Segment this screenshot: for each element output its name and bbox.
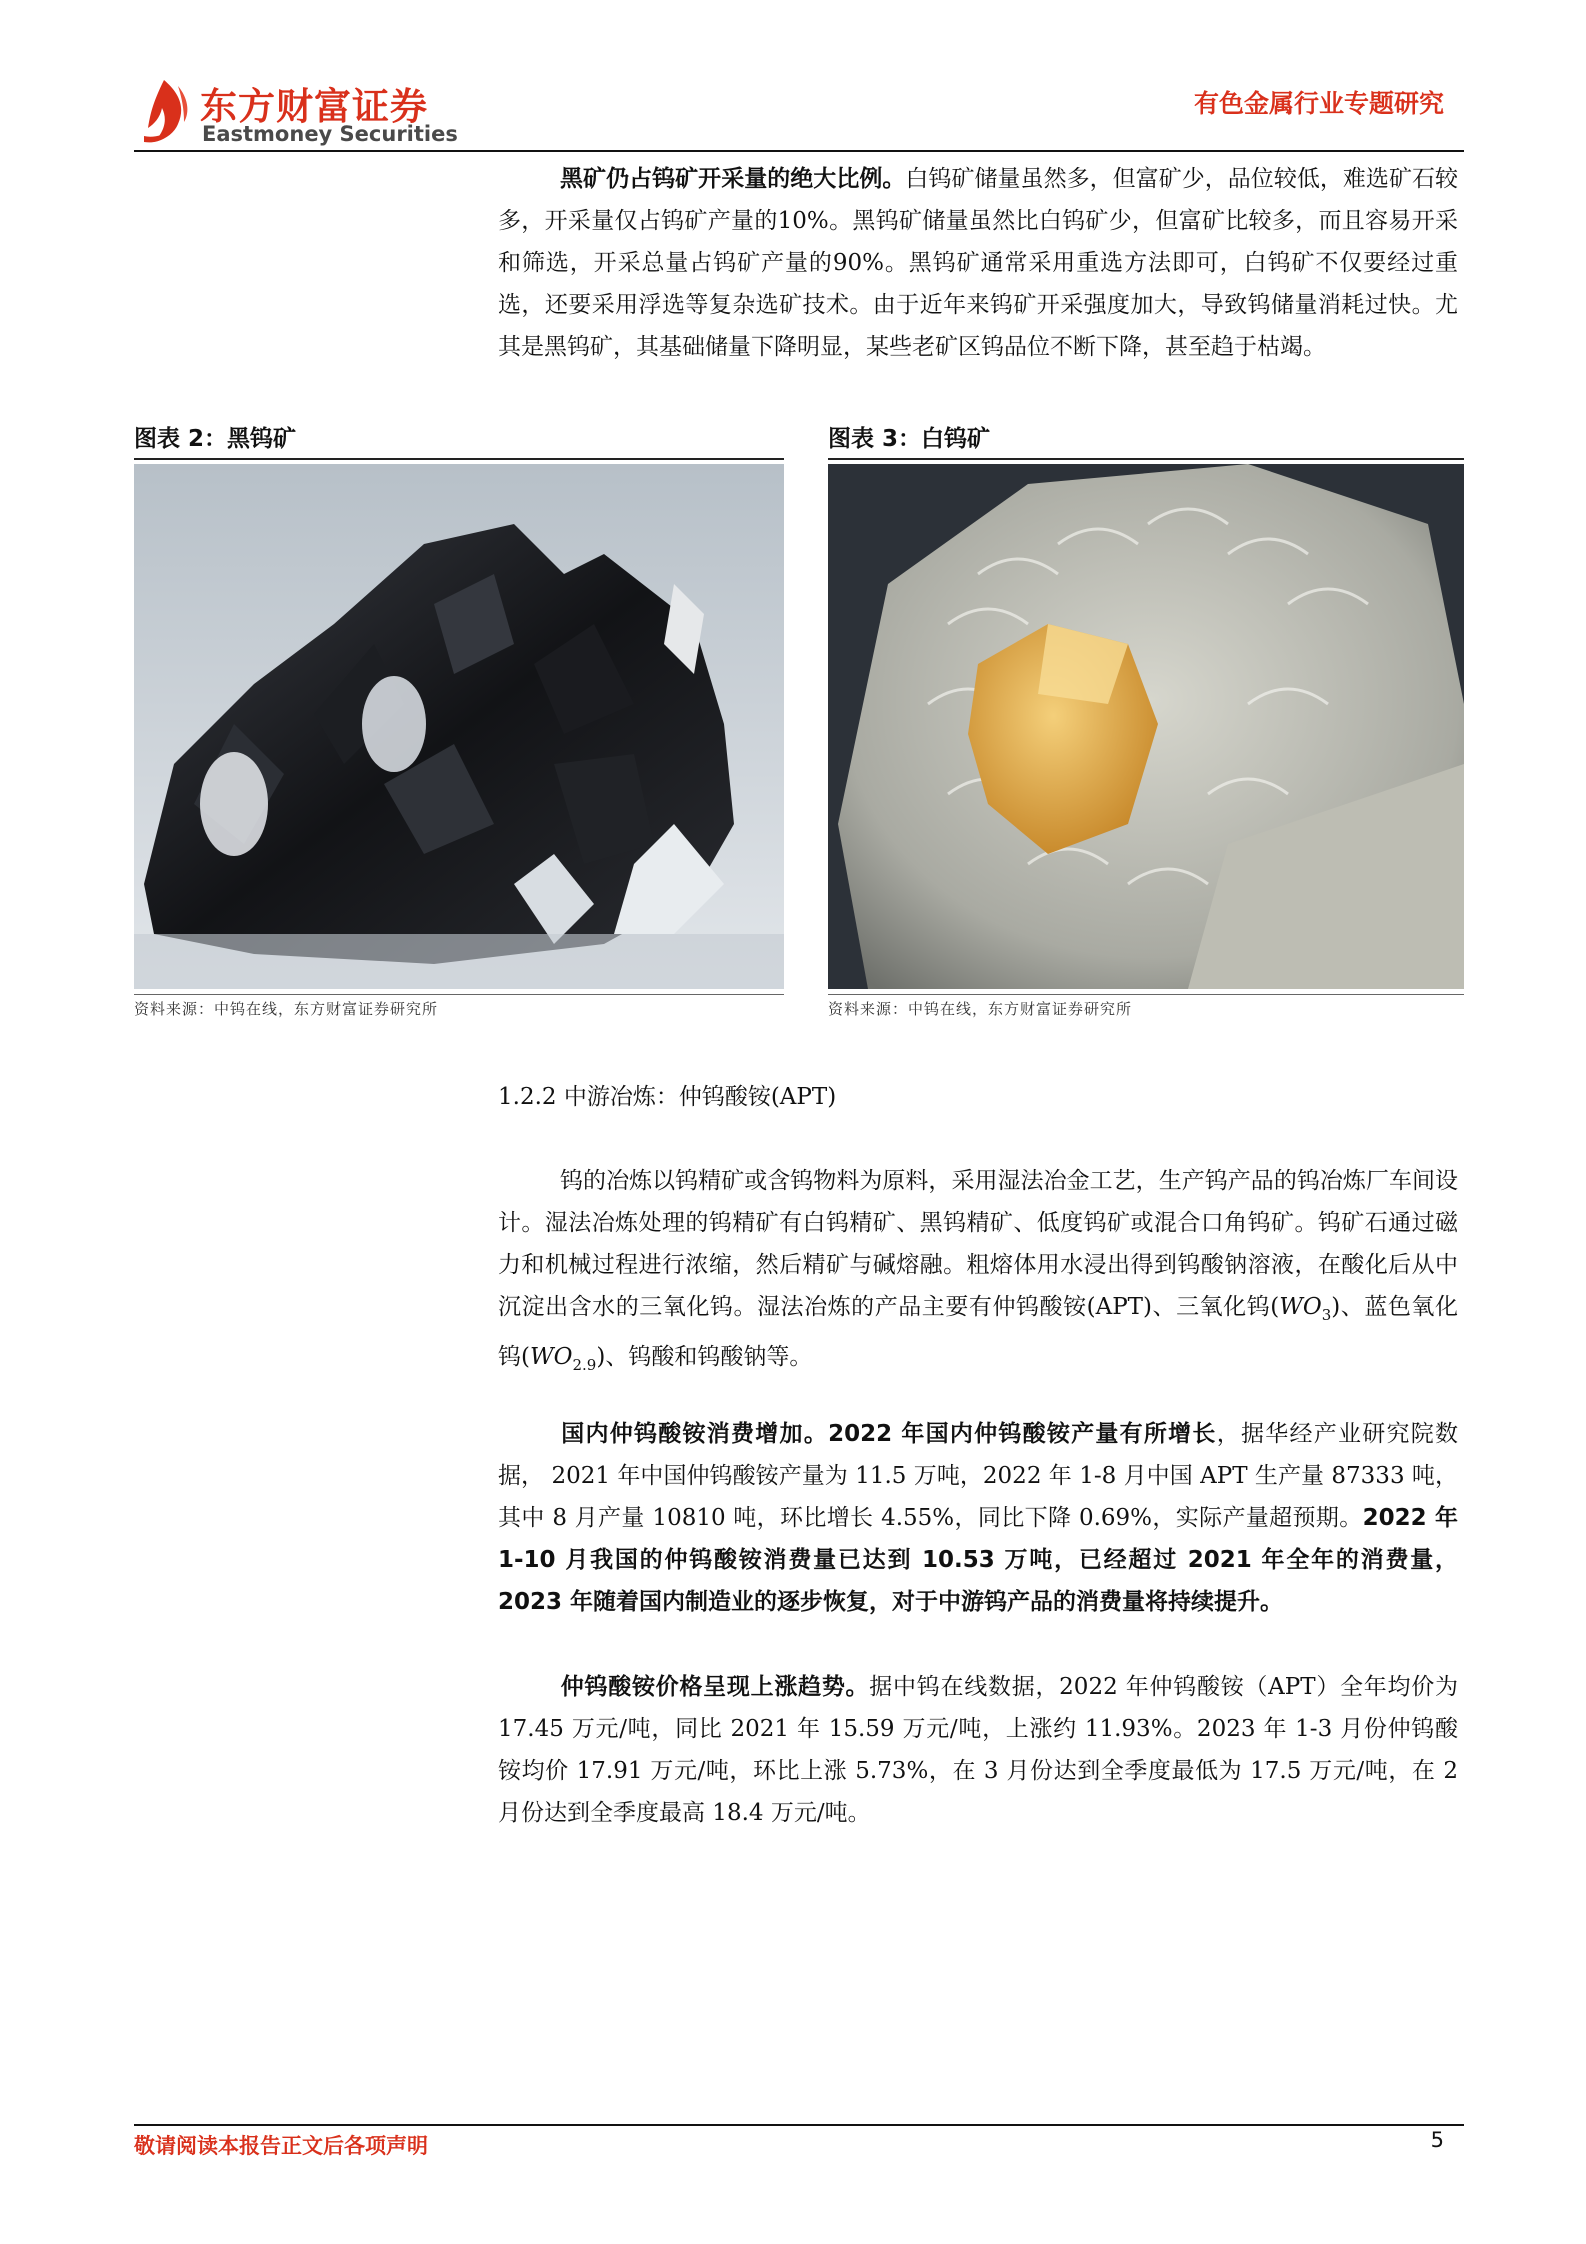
report-title: 有色金属行业专题研究 [1193, 89, 1444, 118]
paragraph-body-c: )、钨酸和钨酸钠等。 [596, 1344, 813, 1370]
paragraph-emphasis: 2022 年 1-10 月我国的仲钨酸铵消费量已达到 10.53 万吨，已经超过 2021 年全年的消费量，2023 年随着国内制造业的逐步恢复，对于中游钨产品的消费量将持续提升。 [498, 1505, 1459, 1615]
logo-chinese-name: 东方财富证券 [200, 85, 428, 128]
paragraph-smelting-process [498, 1160, 1458, 1386]
paragraph-lead: 仲钨酸铵价格呈现上涨趋势。 [560, 1674, 870, 1700]
figure-3-label: 图表 3：白钨矿 [828, 426, 991, 452]
figure-3-source: 资料来源：中钨在线，东方财富证券研究所 [828, 1000, 1133, 1018]
figure-2-bottom-rule [134, 994, 784, 995]
figure-3-bottom-rule [828, 994, 1464, 995]
paragraph-lead: 黑矿仍占钨矿开采量的绝大比例。 [560, 166, 906, 192]
page-number: 5 [1430, 2128, 1444, 2152]
formula-wo29-subscript: 2.9 [572, 1356, 597, 1374]
figure-2-source: 资料来源：中钨在线，东方财富证券研究所 [134, 1000, 439, 1018]
paragraph-body-a: 钨的冶炼以钨精矿或含钨物料为原料，采用湿法冶金工艺，生产钨产品的钨冶炼厂车间设计。湿法冶炼处理的钨精矿有白钨精矿、黑钨精矿、低度钨矿或混合口角钨矿。钨矿石通过磁力和机械过程进行浓缩，然后精矿与碱熔融。粗熔体用水浸出得到钨酸钠溶液，在酸化后从中沉淀出含水的三氧化钨。湿法冶炼的产品主要有仲钨酸铵(APT)、三氧化钨( [498, 1168, 1458, 1320]
paragraph-wolframite-share [498, 158, 1458, 368]
logo-english-name: Eastmoney Securities [202, 122, 458, 146]
paragraph-body-b: )、蓝色氧化钨( [498, 1294, 1458, 1370]
figure-2-label: 图表 2：黑钨矿 [134, 426, 297, 452]
figure-3-top-rule [828, 458, 1464, 460]
paragraph-body: ，据华经产业研究院数据， 2021 年中国仲钨酸铵产量为 11.5 万吨，2022 年 1-8 月中国 APT 生产量 87333 吨，其中 8 月产量 10810 吨，环比增长 4.55%，同比下降 0.69%，实际产量超预期。 [498, 1421, 1458, 1531]
figure-3-scheelite-image [828, 464, 1464, 989]
paragraph-body: 据中钨在线数据，2022 年仲钨酸铵（APT）全年均价为 17.45 万元/吨，同比 2021 年 15.59 万元/吨，上涨约 11.93%。2023 年 1-3 月份仲钨酸铵均价 17.91 万元/吨，环比上涨 5.73%，在 3 月份达到全季度最低为 17.5 万元/吨，在 2 月份达到全季度最高 18.4 万元/吨。 [498, 1674, 1458, 1826]
paragraph-apt-price [498, 1666, 1458, 1834]
paragraph-apt-consumption [498, 1413, 1458, 1623]
formula-wo29 [529, 1344, 597, 1374]
page-header [0, 0, 1586, 160]
header-divider [134, 150, 1464, 152]
section-heading: 1.2.2 中游冶炼：仲钨酸铵(APT) [498, 1084, 837, 1110]
company-logo [134, 74, 464, 154]
paragraph-body: 白钨矿储量虽然多，但富矿少，品位较低，难选矿石较多，开采量仅占钨矿产量的10%。黑钨矿储量虽然比白钨矿少，但富矿比较多，而且容易开采和筛选，开采总量占钨矿产量的90%。黑钨矿通常采用重选方法即可，白钨矿不仅要经过重选，还要采用浮选等复杂选矿技术。由于近年来钨矿开采强度加大，导致钨储量消耗过快。尤其是黑钨矿，其基础储量下降明显，某些老矿区钨品位不断下降，甚至趋于枯竭。 [498, 166, 1459, 360]
logo-flame-icon [134, 76, 194, 146]
figure-2-top-rule [134, 458, 784, 460]
formula-wo29-base: WO [529, 1344, 573, 1370]
footer-divider [134, 2124, 1464, 2126]
formula-wo3-subscript: 3 [1321, 1306, 1332, 1324]
formula-wo3 [1279, 1294, 1332, 1324]
formula-wo3-base: WO [1279, 1294, 1322, 1320]
disclaimer-note: 敬请阅读本报告正文后各项声明 [134, 2134, 428, 2158]
paragraph-lead: 国内仲钨酸铵消费增加。2022 年国内仲钨酸铵产量有所增长 [560, 1421, 1217, 1447]
figure-2-wolframite-image [134, 464, 784, 989]
